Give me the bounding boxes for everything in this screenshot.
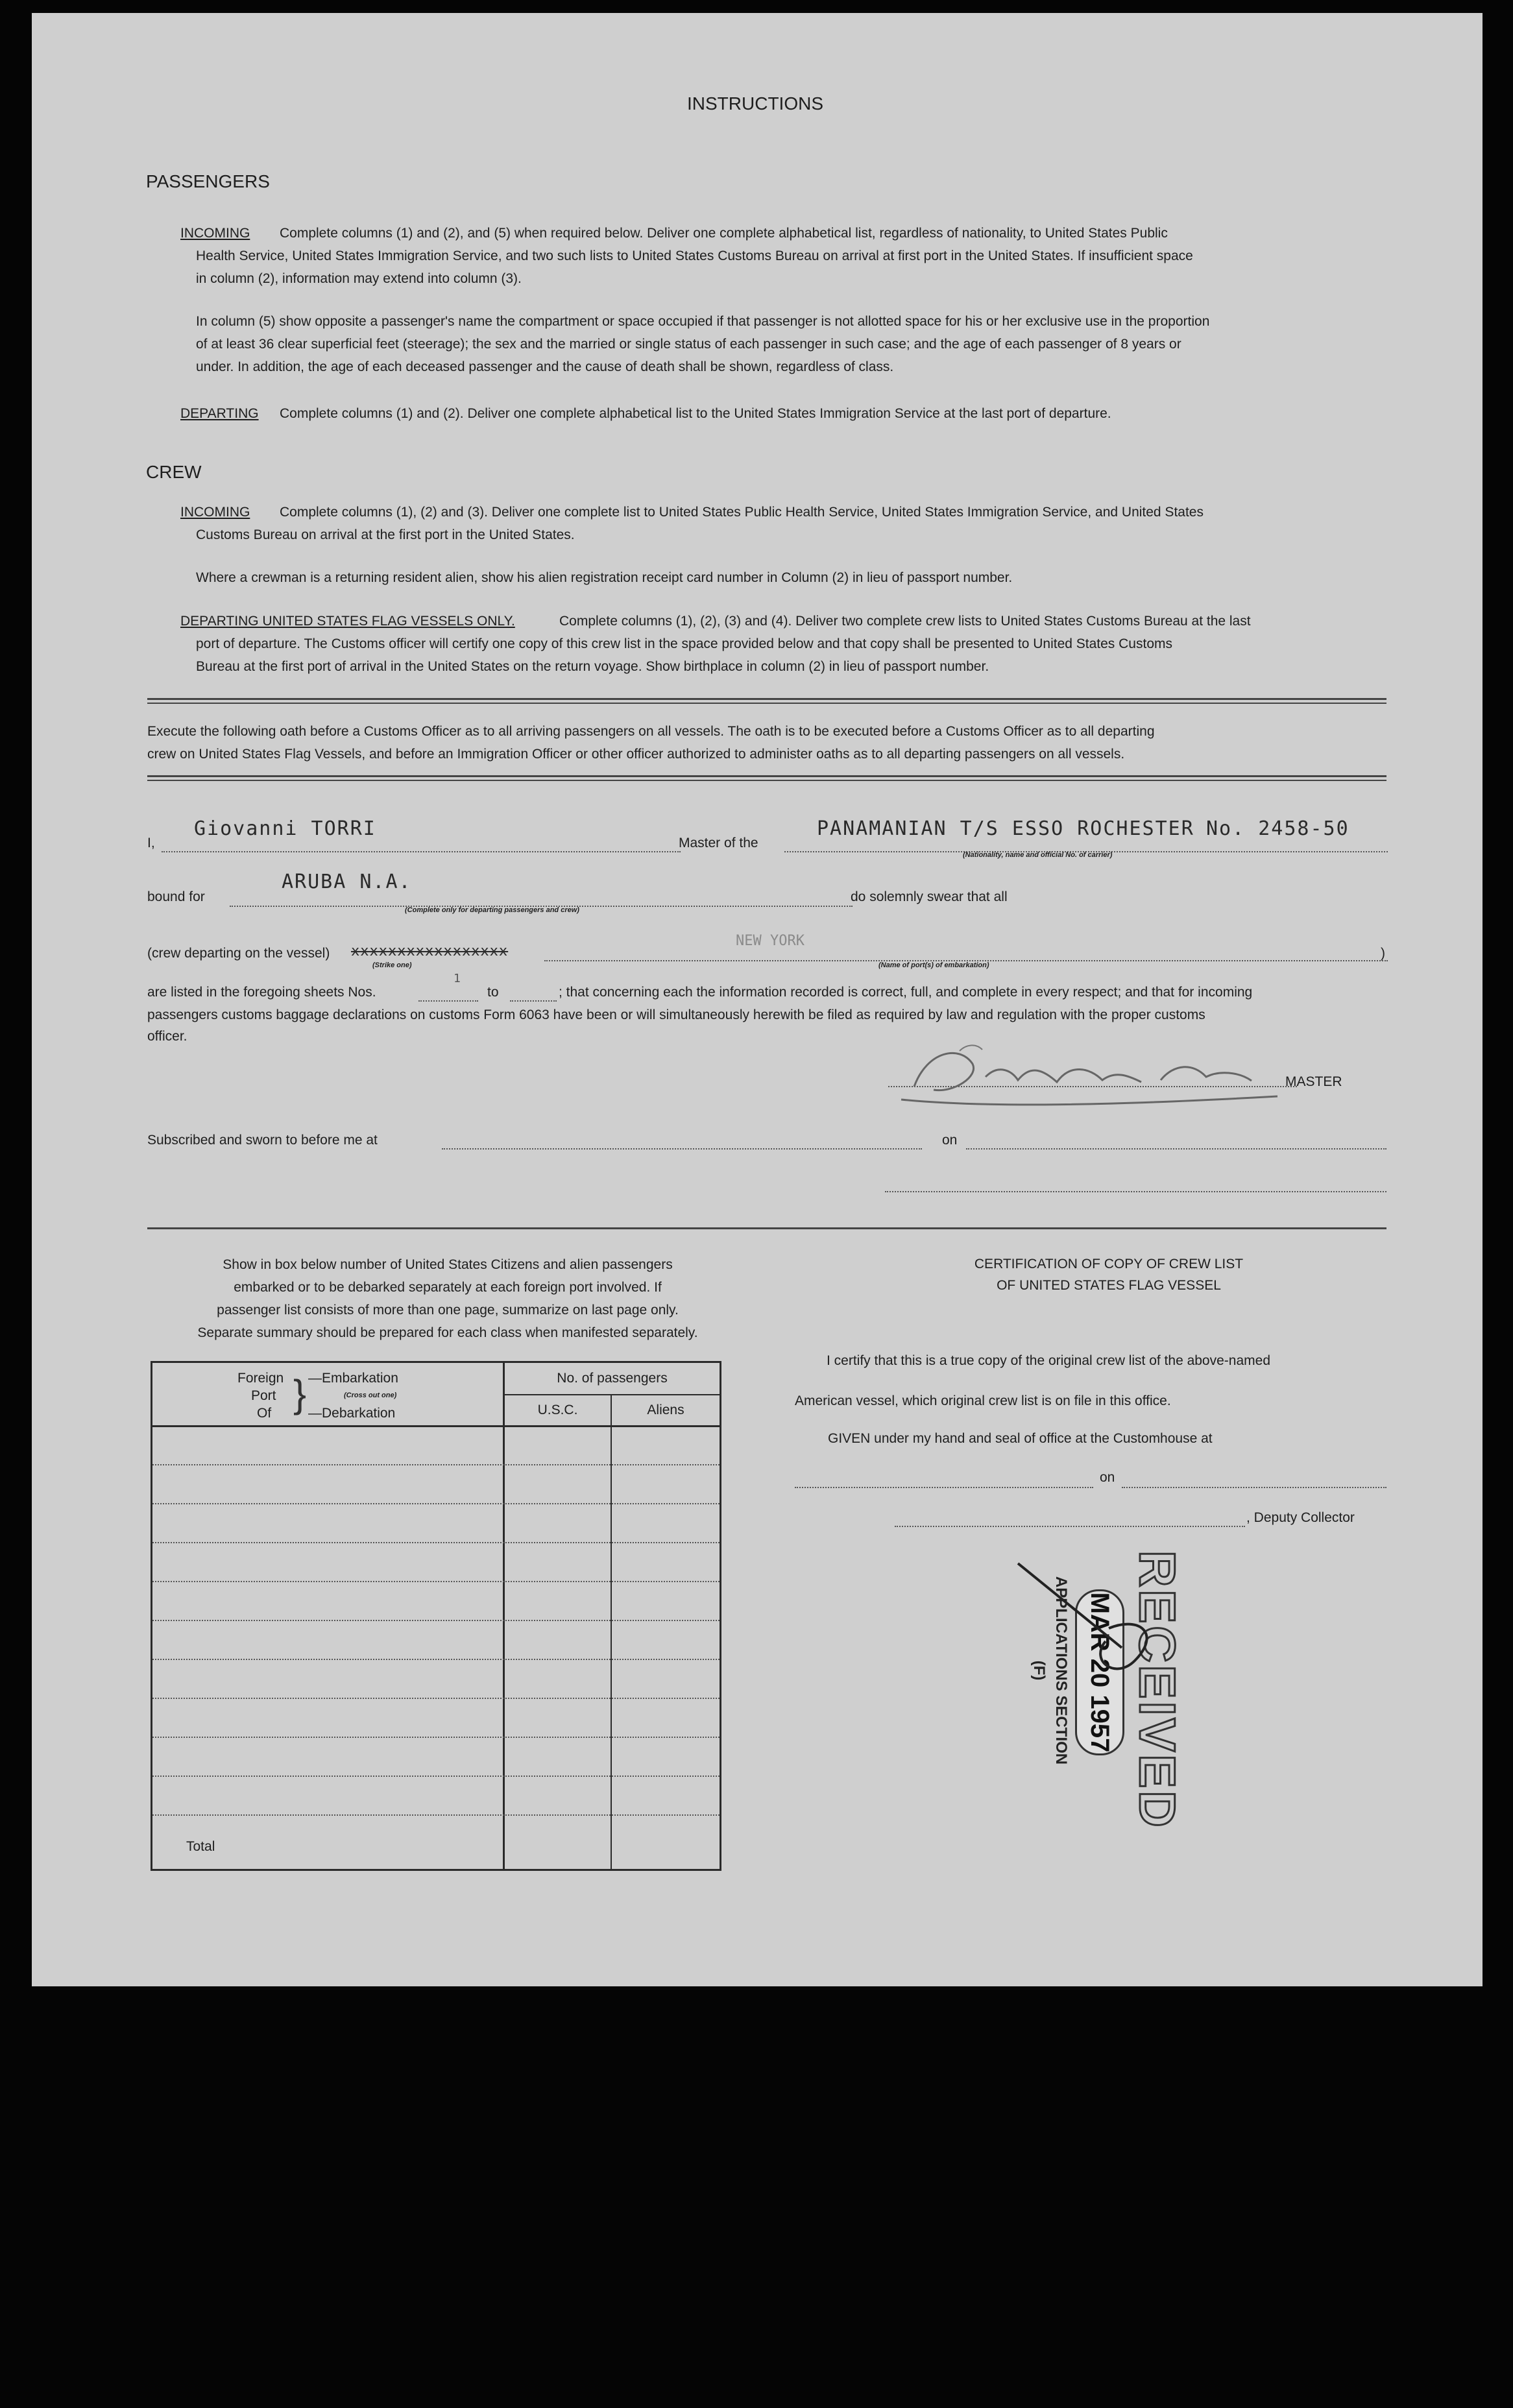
received-stamp (992, 1550, 1187, 1830)
official-signature-line (885, 1188, 1386, 1192)
no-of-passengers-header (505, 1363, 720, 1395)
subscribed-on-label: on (942, 1133, 958, 1148)
sheet-to-line (510, 998, 557, 1002)
debarkation-option: —Debarkation (308, 1406, 396, 1421)
passenger-summary-table (151, 1361, 721, 1871)
embarkation-port: NEW YORK (736, 933, 805, 949)
passengers-heading: PASSENGERS (146, 171, 270, 191)
form-sheet (32, 13, 1483, 1986)
aliens-label: Aliens (647, 1403, 684, 1417)
vessel-caption: (Nationality, name and official No. of carrier) (963, 851, 1113, 859)
crew-departing-label: DEPARTING UNITED STATES FLAG VESSELS ONLY. (180, 614, 515, 629)
given-text: GIVEN under my hand and seal of office at the Customhouse at (828, 1431, 1213, 1446)
crew-incoming-line2: Customs Bureau on arrival at the first port in the United States. (196, 527, 575, 542)
table-row (152, 1737, 720, 1738)
foreign-label: Foreign (237, 1371, 284, 1386)
to-label: to (487, 985, 499, 1000)
deputy-collector-label: , Deputy Collector (1246, 1510, 1355, 1525)
embarkation-option: —Embarkation (308, 1371, 398, 1386)
close-paren: ) (1381, 946, 1385, 961)
bound-for-label: bound for (147, 889, 205, 904)
port-label: Port (251, 1388, 276, 1403)
vessel-number: No. 2458-50 (1206, 817, 1350, 840)
table-row (152, 1581, 720, 1582)
summary-intro-line4: Separate summary should be prepared for each class when manifested separately. (197, 1325, 698, 1340)
vessel-name: PANAMANIAN T/S ESSO ROCHESTER (817, 817, 1194, 840)
embarkation-caption: (Name of port(s) of embarkation) (878, 961, 989, 969)
stamp-initials-mark (992, 1550, 1187, 1830)
column5-line2: of at least 36 clear superficial feet (steerage); the sex and the married or single status of each passenger in such case; and the age of each passenger of 8 years or (196, 337, 1181, 352)
swear-text: do solemnly swear that all (851, 889, 1008, 904)
divider (147, 1227, 1386, 1229)
customhouse-line (795, 1484, 1093, 1488)
stamp-date: MAR 20 1957 (1075, 1589, 1124, 1755)
passengers-incoming-line2: Health Service, United States Immigration Service, and two such lists to United States Customs Bureau on arrival at first port in the United States. If insufficient space (196, 248, 1193, 263)
oath-instructions-line1: Execute the following oath before a Customs Officer as to all arriving passengers on all vessels. The oath is to be executed before a Customs Officer as to all departing (147, 724, 1155, 739)
crew-incoming-line1: Complete columns (1), (2) and (3). Deliver one complete list to United States Public Health Service, United States Immigration Service, and United States (280, 505, 1204, 520)
column5-line1: In column (5) show opposite a passenger's name the compartment or space occupied if that passenger is not allotted space for his or her exclusive use in the proportion (196, 314, 1210, 329)
master-signature (888, 1025, 1303, 1109)
of-label: Of (257, 1406, 272, 1421)
oath-instructions-line2: crew on United States Flag Vessels, and before an Immigration Officer or other officer authorized to administer oaths as to all departing passengers on all vessels. (147, 747, 1125, 762)
certify-line1: I certify that this is a true copy of the original crew list of the above-named (827, 1353, 1270, 1368)
listed-suffix: ; that concerning each the information recorded is correct, full, and complete in every respect; and that for incoming (559, 985, 1253, 1000)
master-of-label: Master of the (679, 836, 758, 850)
master-label: MASTER (1285, 1074, 1342, 1089)
oath-line3: officer. (147, 1029, 188, 1044)
stamp-section: APPLICATIONS SECTION (1052, 1576, 1070, 1765)
master-name-line (162, 849, 681, 852)
crew-departing-line2: port of departure. The Customs officer will certify one copy of this crew list in the space provided below and that copy shall be presented to United States Customs (196, 636, 1172, 651)
table-row (152, 1814, 720, 1816)
sheet-from-line (418, 998, 478, 1002)
oath-line2: passengers customs baggage declarations on customs Form 6063 have been or will simultaneously herewith be filed as required by law and regulation with the proper customs (147, 1007, 1205, 1022)
crew-heading: CREW (146, 462, 202, 482)
stamp-code: (F) (1030, 1660, 1048, 1681)
certify-line2: American vessel, which original crew list is on file in this office. (795, 1393, 1171, 1408)
aliens-header (612, 1395, 720, 1425)
summary-header (152, 1363, 720, 1427)
table-row (152, 1503, 720, 1504)
passengers-incoming-label: INCOMING (180, 226, 250, 241)
oath-i-label: I, (147, 836, 155, 850)
table-row (152, 1620, 720, 1621)
no-of-passengers-label: No. of passengers (557, 1371, 668, 1386)
crew-departing-line1: Complete columns (1), (2), (3) and (4). Deliver two complete crew lists to United States Customs Bureau at the last (559, 614, 1251, 629)
passengers-departing-label: DEPARTING (180, 406, 259, 421)
summary-intro-line2: embarked or to be debarked separately at each foreign port involved. If (234, 1280, 662, 1295)
crewman-text: Where a crewman is a returning resident alien, show his alien registration receipt card number in Column (2) in lieu of passport number. (196, 570, 1013, 585)
master-name: Giovanni TORRI (194, 817, 376, 840)
certification-title-line2: OF UNITED STATES FLAG VESSEL (997, 1278, 1221, 1293)
brace-icon: } (293, 1372, 307, 1415)
destination-caption: (Complete only for departing passengers and crew) (405, 906, 579, 914)
subscribed-place-line (442, 1146, 922, 1150)
instructions-title: INSTRUCTIONS (687, 93, 823, 114)
certification-title (849, 1253, 1368, 1296)
destination: ARUBA N.A. (282, 871, 412, 893)
summary-instructions (146, 1253, 749, 1344)
summary-rows (152, 1425, 720, 1869)
sheet-from: 1 (454, 972, 461, 985)
column5-line3: under. In addition, the age of each deceased passenger and the cause of death shall be shown, regardless of class. (196, 359, 894, 374)
strike-caption: (Strike one) (372, 961, 412, 969)
deputy-signature-line (895, 1523, 1245, 1527)
table-row (152, 1698, 720, 1699)
crew-departing-vessel-label: (crew departing on the vessel) (147, 946, 330, 961)
table-row (152, 1542, 720, 1543)
total-label: Total (186, 1839, 215, 1854)
certification-title-line1: CERTIFICATION OF COPY OF CREW LIST (974, 1257, 1244, 1271)
listed-prefix: are listed in the foregoing sheets Nos. (147, 985, 376, 1000)
table-row (152, 1659, 720, 1660)
passengers-incoming-line1: Complete columns (1) and (2), and (5) when required below. Deliver one complete alphabetical list, regardless of nationality, to United States Public (280, 226, 1168, 241)
struck-passengers-text: xxxxxxxxxxxxxxxxx (351, 943, 509, 959)
stamp-received: RECEIVED (1129, 1550, 1186, 1830)
divider (147, 775, 1386, 781)
port-header (152, 1363, 505, 1425)
table-row (152, 1464, 720, 1465)
crew-departing-line3: Bureau at the first port of arrival in the United States on the return voyage. Show birthplace in column (2) in lieu of passport number. (196, 659, 989, 674)
subscribed-date-line (966, 1146, 1386, 1150)
passengers-incoming-line3: in column (2), information may extend into column (3). (196, 271, 522, 286)
summary-intro-line1: Show in box below number of United States Citizens and alien passengers (223, 1257, 673, 1272)
usc-header (505, 1395, 612, 1425)
crew-incoming-label: INCOMING (180, 505, 250, 520)
passengers-departing-text: Complete columns (1) and (2). Deliver one complete alphabetical list to the United States Immigration Service at the last port of departure. (280, 406, 1111, 421)
cross-out-caption: (Cross out one) (344, 1391, 397, 1399)
usc-label: U.S.C. (537, 1403, 578, 1417)
summary-intro-line3: passenger list consists of more than one page, summarize on last page only. (217, 1303, 679, 1318)
certification-on-label: on (1100, 1470, 1115, 1485)
table-row (152, 1776, 720, 1777)
subscribed-label: Subscribed and sworn to before me at (147, 1133, 378, 1148)
divider (147, 698, 1386, 704)
certification-date-line (1122, 1484, 1386, 1488)
